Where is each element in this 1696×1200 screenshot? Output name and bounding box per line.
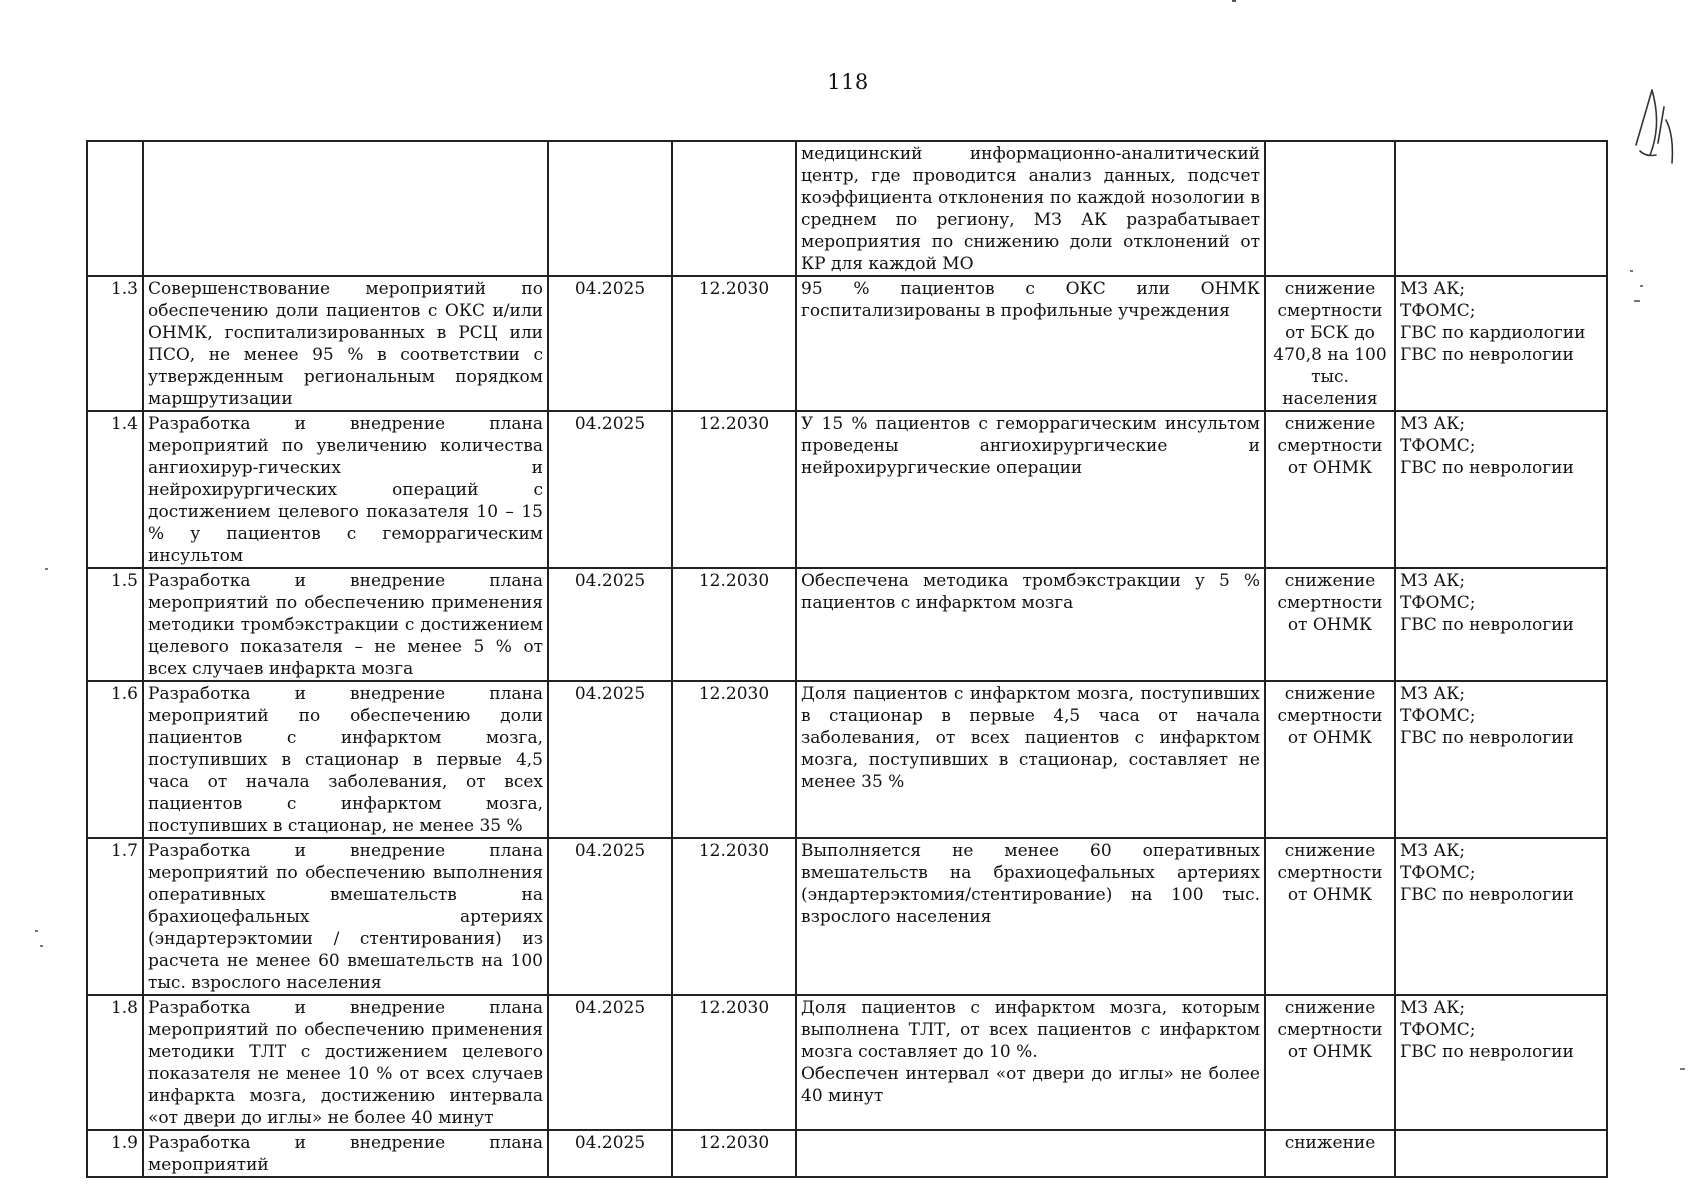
start-date: 04.2025: [548, 838, 672, 995]
responsible-parties: МЗ АК; ТФОМС; ГВС по неврологии: [1395, 838, 1607, 995]
expected-result: Выполняется не менее 60 оперативных вмешательств на брахиоцефальных артериях (эндартерэктомия/стентирование) на 100 тыс. взрослого населения: [796, 838, 1265, 995]
measure-description: Разработка и внедрение плана мероприятий: [143, 1130, 548, 1177]
expected-effect: снижение смертности от ОНМК: [1265, 838, 1395, 995]
scan-dot: [45, 568, 48, 570]
table-row: [87, 411, 1607, 568]
plan-table: [86, 140, 1608, 1178]
row-number: [87, 141, 143, 276]
end-date: [672, 141, 796, 276]
responsible-parties: МЗ АК; ТФОМС; ГВС по неврологии: [1395, 681, 1607, 838]
end-date: 12.2030: [672, 995, 796, 1130]
start-date: 04.2025: [548, 568, 672, 681]
responsible-parties: МЗ АК; ТФОМС; ГВС по неврологии: [1395, 568, 1607, 681]
responsible-parties: МЗ АК; ТФОМС; ГВС по неврологии: [1395, 411, 1607, 568]
row-number: 1.6: [87, 681, 143, 838]
table-row: [87, 681, 1607, 838]
row-number: 1.5: [87, 568, 143, 681]
table-row: [87, 276, 1607, 411]
scan-dot: [1232, 0, 1236, 2]
responsible-parties: МЗ АК; ТФОМС; ГВС по кардиологии ГВС по неврологии: [1395, 276, 1607, 411]
responsible-parties: МЗ АК; ТФОМС; ГВС по неврологии: [1395, 995, 1607, 1130]
responsible-parties: [1395, 141, 1607, 276]
expected-effect: снижение: [1265, 1130, 1395, 1177]
measure-description: Разработка и внедрение плана мероприятий по обеспечению применения методики тромбэкстракции с достижением целевого показателя – не менее 5 % от всех случаев инфаркта мозга: [143, 568, 548, 681]
table-row: [87, 995, 1607, 1130]
expected-result: Доля пациентов с инфарктом мозга, которым выполнена ТЛТ, от всех пациентов с инфарктом мозга составляет до 10 %. Обеспечен интервал «от двери до иглы» не более 40 минут: [796, 995, 1265, 1130]
expected-result: 95 % пациентов с ОКС или ОНМК госпитализированы в профильные учреждения: [796, 276, 1265, 411]
responsible-parties: [1395, 1130, 1607, 1177]
expected-effect: снижение смертности от ОНМК: [1265, 411, 1395, 568]
start-date: [548, 141, 672, 276]
page-number: 118: [827, 70, 869, 94]
end-date: 12.2030: [672, 411, 796, 568]
start-date: 04.2025: [548, 411, 672, 568]
scan-dot: [40, 945, 43, 947]
table-row: [87, 838, 1607, 995]
start-date: 04.2025: [548, 276, 672, 411]
expected-result: медицинский информационно-аналитический центр, где проводится анализ данных, подсчет коэффициента отклонения по каждой нозологии в среднем по региону, МЗ АК разрабатывает мероприятия по снижению доли отклонений от КР для каждой МО: [796, 141, 1265, 276]
expected-effect: снижение смертности от ОНМК: [1265, 995, 1395, 1130]
row-number: 1.7: [87, 838, 143, 995]
expected-result: Доля пациентов с инфарктом мозга, поступивших в стационар в первые 4,5 часа от начала заболевания, от всех пациентов с инфарктом мозга, поступивших в стационар, составляет не менее 35 %: [796, 681, 1265, 838]
start-date: 04.2025: [548, 995, 672, 1130]
row-number: 1.9: [87, 1130, 143, 1177]
end-date: 12.2030: [672, 568, 796, 681]
scan-dot: [1640, 285, 1643, 287]
table-row: [87, 141, 1607, 276]
measure-description: Разработка и внедрение плана мероприятий по обеспечению доли пациентов с инфарктом мозга, поступивших в стационар в первые 4,5 часа от начала заболевания, от всех пациентов с инфарктом мозга, поступивших в стационар, не менее 35 %: [143, 681, 548, 838]
measure-description: Разработка и внедрение плана мероприятий по увеличению количества ангиохирур-гических и нейрохирургических операций с достижением целевого показателя 10 – 15 % у пациентов с геморрагическим инсультом: [143, 411, 548, 568]
expected-result: [796, 1130, 1265, 1177]
handwritten-signature: [1622, 85, 1682, 175]
expected-effect: снижение смертности от БСК до 470,8 на 100 тыс. населения: [1265, 276, 1395, 411]
end-date: 12.2030: [672, 681, 796, 838]
end-date: 12.2030: [672, 276, 796, 411]
start-date: 04.2025: [548, 681, 672, 838]
measure-description: Разработка и внедрение плана мероприятий по обеспечению применения методики ТЛТ с достижением целевого показателя не менее 10 % от всех случаев инфаркта мозга, достижению интервала «от двери до иглы» не более 40 минут: [143, 995, 548, 1130]
end-date: 12.2030: [672, 838, 796, 995]
row-number: 1.3: [87, 276, 143, 411]
scan-dot: [35, 930, 38, 932]
expected-effect: снижение смертности от ОНМК: [1265, 568, 1395, 681]
start-date: 04.2025: [548, 1130, 672, 1177]
scan-dot: [1634, 300, 1640, 302]
table-row: [87, 1130, 1607, 1177]
end-date: 12.2030: [672, 1130, 796, 1177]
row-number: 1.4: [87, 411, 143, 568]
row-number: 1.8: [87, 995, 143, 1130]
measure-description: [143, 141, 548, 276]
expected-effect: снижение смертности от ОНМК: [1265, 681, 1395, 838]
measure-description: Разработка и внедрение плана мероприятий по обеспечению выполнения оперативных вмешательств на брахиоцефальных артериях (эндартерэктомии / стентирования) из расчета не менее 60 вмешательств на 100 тыс. взрослого населения: [143, 838, 548, 995]
scan-dot: [1680, 1068, 1685, 1070]
expected-result: Обеспечена методика тромбэкстракции у 5 % пациентов с инфарктом мозга: [796, 568, 1265, 681]
scan-dot: [1630, 270, 1633, 272]
measure-description: Совершенствование мероприятий по обеспечению доли пациентов с ОКС и/или ОНМК, госпитализированных в РСЦ или ПСО, не менее 95 % в соответствии с утвержденным региональным порядком маршрутизации: [143, 276, 548, 411]
table-row: [87, 568, 1607, 681]
expected-effect: [1265, 141, 1395, 276]
expected-result: У 15 % пациентов с геморрагическим инсультом проведены ангиохирургические и нейрохирургические операции: [796, 411, 1265, 568]
